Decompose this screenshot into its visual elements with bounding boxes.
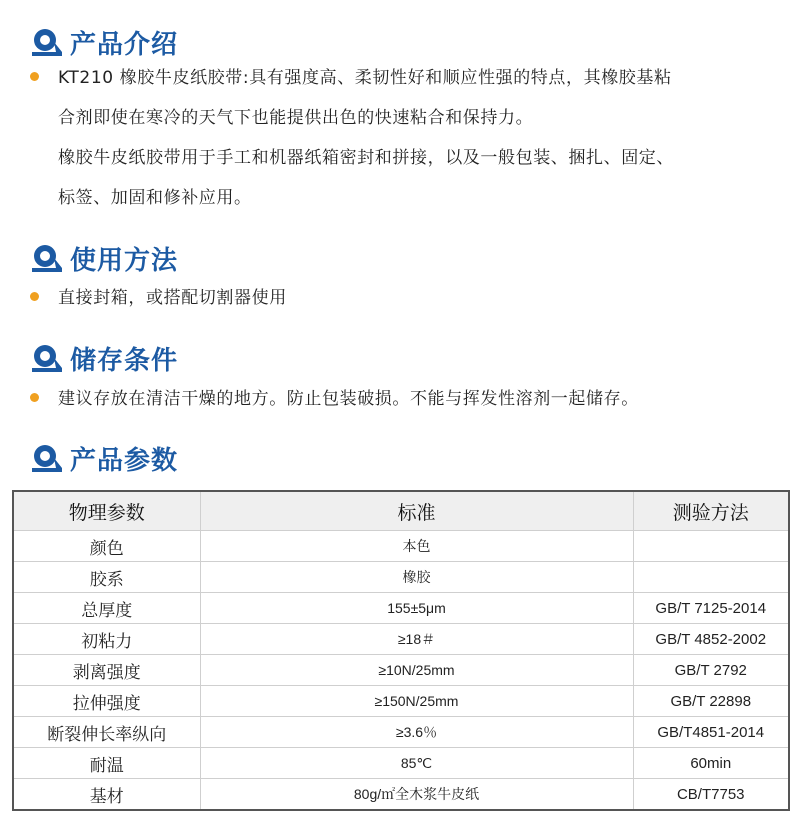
section-intro-title: 产品介绍 <box>70 29 179 60</box>
cell-standard: 155±5μm <box>200 593 633 624</box>
cell-property: 颜色 <box>13 531 200 562</box>
cell-property: 断裂伸长率纵向 <box>13 717 200 748</box>
table-row <box>13 531 789 562</box>
cell-standard: ≥150N/25mm <box>200 686 633 717</box>
cell-property: 基材 <box>13 779 200 811</box>
cell-property: 剥离强度 <box>13 655 200 686</box>
params-table <box>12 490 790 811</box>
section-usage-title: 使用方法 <box>70 245 179 276</box>
tape-roll-icon <box>30 241 64 275</box>
intro-line-2: 合剂即使在寒冷的天气下也能提供出色的快速粘合和保持力。 <box>58 108 534 128</box>
cell-method <box>633 562 789 593</box>
bullet-dot-icon <box>30 72 39 81</box>
tape-roll-icon <box>30 25 64 59</box>
table-row <box>13 593 789 624</box>
storage-text-1: 建议存放在清洁干燥的地方。防止包装破损。不能与挥发性溶剂一起储存。 <box>58 389 639 409</box>
cell-method: GB/T 4852-2002 <box>633 624 789 655</box>
cell-standard: 橡胶 <box>200 562 633 593</box>
usage-text-1: 直接封箱，或搭配切割器使用 <box>58 288 287 308</box>
cell-method: GB/T 2792 <box>633 655 789 686</box>
bullet-dot-icon <box>30 292 39 301</box>
cell-method <box>633 531 789 562</box>
table-row <box>13 748 789 779</box>
intro-line-3: 橡胶牛皮纸胶带用于手工和机器纸箱密封和拼接，以及一般包装、捆扎、固定、 <box>58 148 674 168</box>
tape-roll-icon <box>30 441 64 475</box>
intro-line-4: 标签、加固和修补应用。 <box>58 188 252 208</box>
storage-line-1 <box>30 389 639 409</box>
section-usage-header <box>30 238 178 278</box>
tape-roll-icon <box>30 341 64 375</box>
table-row <box>13 624 789 655</box>
bullet-dot-icon <box>30 393 39 402</box>
header-property: 物理参数 <box>13 491 200 531</box>
cell-standard: ≥3.6％ <box>200 717 633 748</box>
cell-method: GB/T4851-2014 <box>633 717 789 748</box>
cell-method: CB/T7753 <box>633 779 789 811</box>
table-row <box>13 655 789 686</box>
table-row <box>13 717 789 748</box>
table-row <box>13 779 789 811</box>
section-params-header <box>30 438 178 478</box>
intro-line-1 <box>30 68 672 88</box>
cell-standard: ≥10N/25mm <box>200 655 633 686</box>
cell-method: GB/T 7125-2014 <box>633 593 789 624</box>
intro-text-1: KT210 橡胶牛皮纸胶带:具有强度高、柔韧性好和顺应性强的特点，其橡胶基粘 <box>58 68 672 88</box>
table-header-row <box>13 491 789 531</box>
usage-line-1 <box>30 288 287 308</box>
table-row <box>13 686 789 717</box>
section-params-title: 产品参数 <box>70 445 179 476</box>
header-test-method: 测验方法 <box>633 491 789 531</box>
cell-property: 总厚度 <box>13 593 200 624</box>
cell-property: 初粘力 <box>13 624 200 655</box>
table-row <box>13 562 789 593</box>
cell-standard: 80g/㎡全木浆牛皮纸 <box>200 779 633 811</box>
cell-standard: ≥18＃ <box>200 624 633 655</box>
cell-standard: 85℃ <box>200 748 633 779</box>
section-storage-header <box>30 338 178 378</box>
cell-standard: 本色 <box>200 531 633 562</box>
header-standard: 标准 <box>200 491 633 531</box>
section-storage-title: 储存条件 <box>70 345 179 376</box>
cell-method: 60min <box>633 748 789 779</box>
cell-property: 胶系 <box>13 562 200 593</box>
cell-method: GB/T 22898 <box>633 686 789 717</box>
cell-property: 拉伸强度 <box>13 686 200 717</box>
section-intro-header <box>30 22 178 62</box>
cell-property: 耐温 <box>13 748 200 779</box>
